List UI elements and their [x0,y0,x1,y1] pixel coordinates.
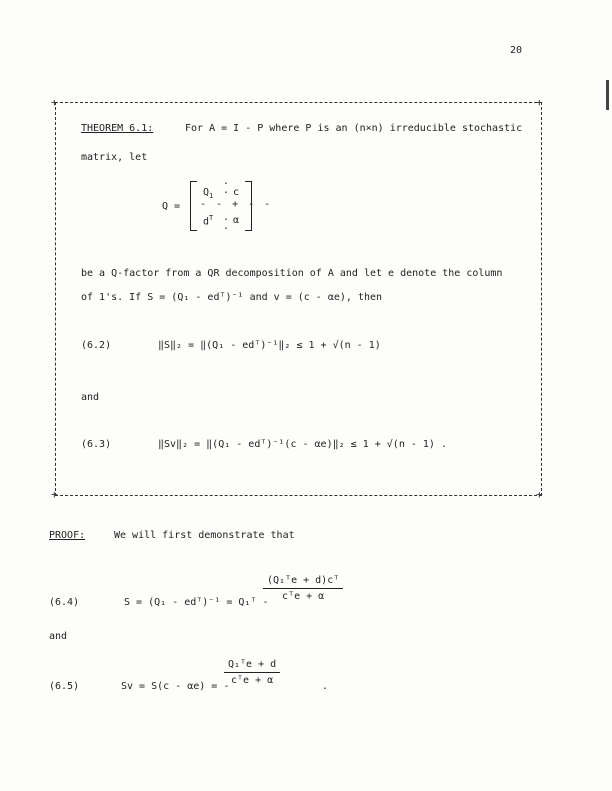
box-corner-tr: + [536,96,543,109]
block-matrix [190,176,273,232]
matrix-partition-v: . . . . [223,176,230,232]
proof-intro: We will first demonstrate that [114,530,295,541]
matrix-left-bracket [190,181,197,231]
eq-6-4-denominator: cᵀe + α [282,591,325,602]
page-number: 20 [510,45,523,56]
q-lhs: Q = [162,201,181,212]
matrix-q1-sub: 1 [209,192,214,200]
eq-6-5-numerator: Q₁ᵀe + d [224,659,280,673]
eq-6-3: ‖Sv‖₂ = ‖(Q₁ - edᵀ)⁻¹(c - αe)‖₂ ≤ 1 + √(n - 1) . [158,439,447,450]
matrix-d-sup: T [209,214,214,222]
eq-6-4-numerator: (Q₁ᵀe + d)cᵀ [263,575,343,589]
eq-6-5-period: . [322,681,329,692]
eq-6-5-lhs: Sv = S(c - αe) = - [121,681,230,692]
eq-6-2-label: (6.2) [81,340,112,351]
matrix-d-letter: d [203,216,210,228]
eq-6-2: ‖S‖₂ = ‖(Q₁ - edᵀ)⁻¹‖₂ ≤ 1 + √(n - 1) [158,340,381,351]
theorem-line-2: matrix, let [81,152,148,163]
eq-6-4-fraction [263,575,343,602]
eq-6-5-label: (6.5) [49,681,80,692]
eq-6-3-label: (6.3) [81,439,112,450]
eq-6-5-denominator: cᵀe + α [231,675,274,686]
proof-and: and [49,631,68,642]
eq-6-5-fraction [224,659,280,686]
margin-mark [606,80,609,110]
matrix-partition-h: - - + - - [200,199,273,210]
theorem-line-4: of 1's. If S = (Q₁ - edᵀ)⁻¹ and v = (c - αe), then [81,292,383,303]
theorem-line-1: For A = I - P where P is an (n×n) irreducible stochastic [185,123,523,134]
matrix-alpha: α [233,215,240,226]
theorem-and: and [81,392,100,403]
eq-6-4-lhs: S = (Q₁ - edᵀ)⁻¹ = Q₁ᵀ - [124,597,269,608]
box-corner-tl: + [51,96,58,109]
proof-label: PROOF: [49,530,86,541]
box-corner-bl: + [51,488,58,501]
matrix-c: c [233,187,240,198]
matrix-d [203,214,213,227]
box-corner-br: + [536,488,543,501]
matrix-q1-letter: Q [203,187,210,198]
theorem-line-3: be a Q-factor from a QR decomposition of A and let e denote the column [81,268,503,279]
eq-6-4-label: (6.4) [49,597,80,608]
theorem-label: THEOREM 6.1: [81,123,154,134]
